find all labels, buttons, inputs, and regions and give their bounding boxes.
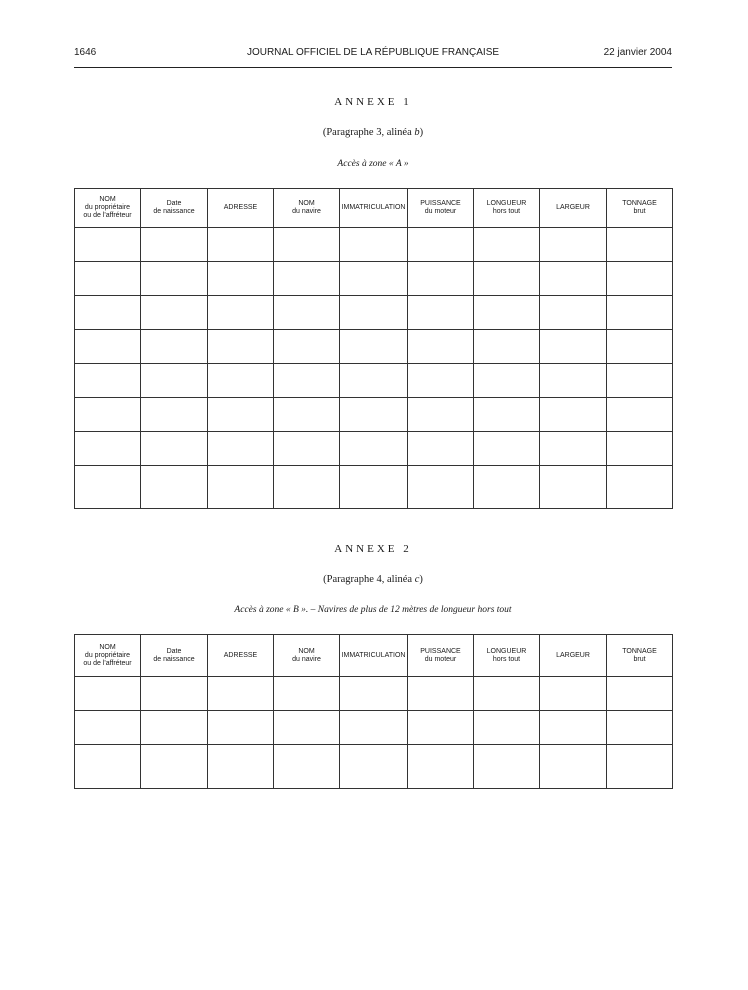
table-cell [340,228,408,262]
table-cell [208,711,274,745]
journal-title: JOURNAL OFFICIEL DE LA RÉPUBLIQUE FRANÇAISE [246,47,500,58]
table-cell [208,466,274,509]
table-cell [607,432,673,466]
annex-2-title: ANNEXE 2 [334,543,412,555]
annex-1-paragraph-letter: b [414,127,420,138]
table-cell [141,677,208,711]
table-cell [75,296,141,330]
table-cell [75,711,141,745]
table-cell [274,432,340,466]
annex-1-paragraph-suffix: ) [419,127,424,138]
annex-1-title: ANNEXE 1 [334,96,412,108]
table-cell [340,677,408,711]
table-cell [75,398,141,432]
table-cell [141,398,208,432]
table-cell [208,745,274,789]
table-cell [474,262,540,296]
table-cell [474,432,540,466]
table-cell [607,364,673,398]
column-header: LARGEUR [540,189,607,228]
table-cell [141,466,208,509]
table-cell [540,262,607,296]
table-cell [274,398,340,432]
table-cell [340,711,408,745]
table-cell [75,432,141,466]
table-cell [208,330,274,364]
table-cell [408,228,474,262]
column-header: Date de naissance [141,635,208,677]
table-cell [75,466,141,509]
table-cell [141,262,208,296]
table-cell [408,398,474,432]
table-row [75,228,673,262]
column-header: NOM du propriétaire ou de l'affréteur [75,635,141,677]
column-header: Date de naissance [141,189,208,228]
header-rule [74,67,672,68]
annex-2-access: Accès à zone « B ». – Navires de plus de 12 mètres de longueur hors tout [234,605,512,615]
table-cell [274,262,340,296]
column-header: LARGEUR [540,635,607,677]
table-cell [75,364,141,398]
table-cell [540,296,607,330]
table-cell [208,262,274,296]
table-cell [540,330,607,364]
table-row [75,711,673,745]
annex-2-paragraph [74,574,672,585]
annex-2-paragraph-suffix: ) [419,574,423,585]
table-row [75,432,673,466]
column-header: LONGUEUR hors tout [474,635,540,677]
table-cell [474,330,540,364]
table-cell [208,677,274,711]
table-cell [75,228,141,262]
table-cell [340,432,408,466]
table-cell [408,711,474,745]
table-cell [540,432,607,466]
table-cell [340,398,408,432]
annex-2-paragraph-letter: c [414,574,420,585]
table-cell [208,432,274,466]
table-row [75,745,673,789]
table-cell [607,228,673,262]
column-header: ADRESSE [208,189,274,228]
table-cell [340,364,408,398]
table-cell [607,330,673,364]
table-cell [408,432,474,466]
table-header-row [75,635,673,677]
table-cell [540,711,607,745]
table-cell [274,364,340,398]
table-cell [75,330,141,364]
table-cell [274,745,340,789]
table-row [75,677,673,711]
table-cell [340,296,408,330]
table-cell [474,228,540,262]
table-cell [607,466,673,509]
table-cell [340,466,408,509]
table-cell [474,398,540,432]
table-cell [274,330,340,364]
table-cell [540,466,607,509]
publication-date: 22 janvier 2004 [603,47,672,58]
table-cell [208,364,274,398]
table-cell [141,711,208,745]
table-cell [408,296,474,330]
column-header: NOM du navire [274,635,340,677]
table-cell [141,432,208,466]
annex-2-paragraph-prefix: (Paragraphe 4, alinéa [323,574,415,585]
table-row [75,364,673,398]
table-cell [474,711,540,745]
column-header: ADRESSE [208,635,274,677]
table-row [75,296,673,330]
table-cell [274,466,340,509]
table-cell [474,364,540,398]
table-cell [141,228,208,262]
table-cell [408,364,474,398]
table-cell [607,677,673,711]
column-header: TONNAGE brut [607,189,673,228]
table-row [75,398,673,432]
table-row [75,466,673,509]
table-cell [607,711,673,745]
table-cell [141,296,208,330]
table-row [75,330,673,364]
table-cell [474,745,540,789]
table-cell [607,262,673,296]
table-cell [607,398,673,432]
table-cell [474,296,540,330]
annex-1-paragraph-prefix: (Paragraphe 3, alinéa [322,127,415,138]
table-cell [607,745,673,789]
table-cell [274,677,340,711]
page-number: 1646 [74,47,97,58]
table-cell [208,398,274,432]
table-cell [474,677,540,711]
column-header: NOM du propriétaire ou de l'affréteur [75,189,141,228]
table-cell [274,711,340,745]
column-header: NOM du navire [274,189,340,228]
table-cell [274,228,340,262]
table-cell [208,228,274,262]
page-header [74,45,672,61]
table-cell [340,330,408,364]
column-header: PUISSANCE du moteur [408,189,474,228]
table-cell [141,745,208,789]
table-cell [340,262,408,296]
column-header: TONNAGE brut [607,635,673,677]
table-cell [75,677,141,711]
table-cell [408,330,474,364]
table-cell [607,296,673,330]
table-cell [408,745,474,789]
table-cell [408,466,474,509]
annex-1-paragraph [74,127,672,138]
column-header: IMMATRICULATION [340,635,408,677]
table-cell [408,262,474,296]
annex-1-table [74,188,673,509]
annex-1-access: Accès à zone « A » [337,159,409,169]
table-header-row [75,189,673,228]
table-cell [75,262,141,296]
table-cell [408,677,474,711]
table-cell [540,677,607,711]
table-cell [540,745,607,789]
table-cell [141,330,208,364]
table-cell [75,745,141,789]
column-header: LONGUEUR hors tout [474,189,540,228]
table-cell [540,364,607,398]
table-cell [474,466,540,509]
table-cell [274,296,340,330]
table-cell [208,296,274,330]
column-header: PUISSANCE du moteur [408,635,474,677]
annex-2-table [74,634,673,789]
table-cell [340,745,408,789]
table-cell [540,228,607,262]
table-row [75,262,673,296]
column-header: IMMATRICULATION [340,189,408,228]
table-cell [141,364,208,398]
table-cell [540,398,607,432]
